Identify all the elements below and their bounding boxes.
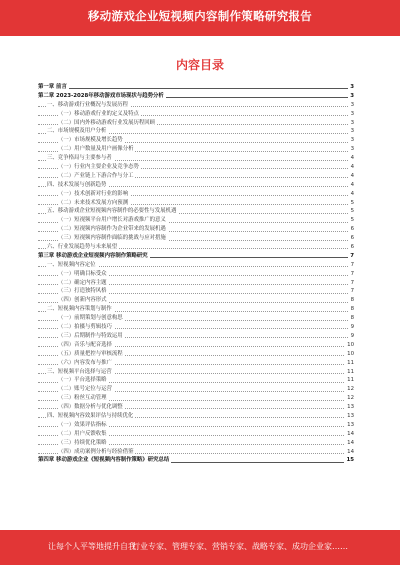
toc-entry[interactable] — [38, 190, 354, 199]
toc-entry-page: 14 — [347, 430, 354, 437]
toc-entry-page: 14 — [347, 439, 354, 446]
report-header-bar — [0, 0, 400, 36]
toc-entry-page: 3 — [350, 84, 354, 90]
toc-entry[interactable] — [38, 350, 354, 359]
toc-entry[interactable] — [38, 430, 354, 439]
toc-entry-page: 3 — [350, 146, 354, 153]
footer-slogan: 让每个人平等地提升自我 — [48, 542, 136, 551]
toc-entry-label: （六）内容发布与推广 — [58, 359, 112, 366]
toc-entry[interactable] — [38, 261, 354, 270]
toc-entry-label: （四）创新内容形式 — [58, 297, 107, 304]
toc-entry[interactable] — [38, 448, 354, 457]
toc-entry-page: 7 — [350, 252, 354, 259]
toc-entry[interactable] — [38, 225, 354, 234]
toc-entry[interactable] — [38, 92, 354, 101]
toc-entry[interactable] — [38, 394, 354, 403]
toc-entry-page: 4 — [350, 172, 354, 179]
toc-entry[interactable] — [38, 154, 354, 163]
toc-entry-page: 6 — [350, 244, 354, 251]
toc-entry[interactable] — [38, 83, 354, 92]
toc-entry[interactable] — [38, 456, 354, 465]
toc-entry-label: （二）账号定位与运营 — [58, 386, 112, 393]
toc-entry[interactable] — [38, 101, 354, 110]
toc-entry[interactable] — [38, 127, 354, 136]
toc-entry[interactable] — [38, 270, 354, 279]
toc-entry-page: 7 — [350, 261, 354, 268]
toc-entry-label: （一）行业内主要企业及竞争态势 — [58, 164, 139, 171]
toc-entry-page: 7 — [350, 279, 354, 286]
toc-entry-label: 二、短视频内容策划与制作 — [47, 306, 112, 313]
toc-entry[interactable] — [38, 305, 354, 314]
toc-entry-page: 8 — [350, 315, 354, 322]
toc-entry-page: 5 — [350, 199, 354, 206]
toc-entry-page: 6 — [350, 235, 354, 242]
toc-entry[interactable] — [38, 110, 354, 119]
toc-entry[interactable] — [38, 136, 354, 145]
toc-entry-label: 第三章 移动游戏企业短视频内容制作策略研究 — [38, 252, 148, 259]
toc-entry-label: （三）持续优化策略 — [58, 439, 107, 446]
toc-entry-label: （一）前期策划与创意构思 — [58, 315, 123, 322]
toc-entry[interactable] — [38, 439, 354, 448]
table-of-contents — [38, 83, 354, 465]
toc-entry[interactable] — [38, 252, 354, 261]
toc-entry-label: （二）短视频内容制作为企业带来的发展机遇 — [58, 226, 166, 233]
toc-entry[interactable] — [38, 207, 354, 216]
toc-entry[interactable] — [38, 279, 354, 288]
toc-entry[interactable] — [38, 181, 354, 190]
toc-entry[interactable] — [38, 332, 354, 341]
toc-entry-label: （二）用户反馈收集 — [58, 430, 107, 437]
toc-entry[interactable] — [38, 376, 354, 385]
toc-entry-label: 四、技术发展与创新趋势 — [47, 181, 107, 188]
toc-entry[interactable] — [38, 234, 354, 243]
toc-entry-page: 3 — [350, 119, 354, 126]
toc-entry-label: （二）确定内容主题 — [58, 279, 107, 286]
toc-entry-label: （四）数据分析与优化调整 — [58, 404, 123, 411]
toc-entry-page: 3 — [350, 92, 354, 99]
toc-entry-label: （一）移动游戏行业的定义及特点 — [58, 110, 139, 117]
toc-entry-page: 13 — [347, 421, 354, 428]
toc-entry-page: 4 — [350, 155, 354, 162]
toc-entry-label: （一）效果评估指标 — [58, 421, 107, 428]
toc-entry-page: 13 — [347, 412, 354, 419]
toc-entry-page: 3 — [350, 110, 354, 117]
toc-entry-label: （五）质量把控与审核流程 — [58, 350, 123, 357]
toc-entry-label: 六、行业发展趋势与未来展望 — [47, 244, 118, 251]
toc-entry-page: 6 — [350, 226, 354, 233]
toc-entry-page: 11 — [347, 359, 354, 366]
toc-entry-label: （三）短视频内容制作面临的挑战与应对措施 — [58, 235, 166, 242]
toc-entry-page: 3 — [350, 101, 354, 108]
toc-entry-page: 10 — [347, 341, 354, 348]
toc-entry-page: 12 — [347, 386, 354, 393]
toc-entry[interactable] — [38, 145, 354, 154]
report-title: 移动游戏企业短视频内容制作策略研究报告 — [87, 9, 313, 23]
toc-entry-label: 第四章 移动游戏企业《短视频内容制作策略》研究总结 — [38, 457, 170, 464]
toc-entry-page: 5 — [350, 208, 354, 215]
toc-entry-page: 15 — [346, 457, 354, 464]
toc-entry-label: 五、移动游戏企业短视频内容制作的必要性与发展机遇 — [47, 208, 177, 215]
toc-entry-page: 3 — [350, 137, 354, 144]
toc-entry[interactable] — [38, 163, 354, 172]
toc-entry-page: 11 — [347, 368, 354, 375]
toc-entry-label: 第一章 前言 — [38, 84, 67, 90]
toc-entry-label: 三、竞争格局与主要参与者 — [47, 155, 112, 162]
toc-entry-label: （一）技术创新对行业的影响 — [58, 190, 129, 197]
toc-entry-label: （四）音乐与配音选择 — [58, 341, 112, 348]
toc-heading: 内容目录 — [175, 58, 224, 72]
footer-bar — [0, 530, 400, 565]
toc-entry[interactable] — [38, 199, 354, 208]
toc-entry-page: 9 — [350, 332, 354, 339]
toc-entry[interactable] — [38, 368, 354, 377]
toc-entry-label: （一）明确目标受众 — [58, 270, 107, 277]
toc-entry-page: 12 — [347, 395, 354, 402]
toc-entry-page: 7 — [350, 288, 354, 295]
toc-entry[interactable] — [38, 119, 354, 128]
toc-entry[interactable] — [38, 323, 354, 332]
toc-entry[interactable] — [38, 296, 354, 305]
toc-entry[interactable] — [38, 172, 354, 181]
footer-roles: 行业专家、管理专家、营销专家、战略专家、成功企业家…… — [132, 542, 348, 551]
toc-entry-page: 13 — [347, 404, 354, 411]
toc-entry-page: 4 — [350, 190, 354, 197]
toc-entry-page: 9 — [350, 324, 354, 331]
toc-entry-label: （一）市场规模及增长趋势 — [58, 137, 123, 144]
toc-entry-page: 14 — [347, 448, 354, 455]
toc-entry-label: 第二章 2023-2028年移动游戏市场现状与趋势分析 — [38, 92, 164, 99]
toc-entry-label: （四）成功案例分析与经验借鉴 — [58, 448, 134, 455]
toc-entry-page: 8 — [350, 306, 354, 313]
toc-leader-dots — [38, 88, 354, 89]
toc-entry[interactable] — [38, 359, 354, 368]
toc-entry-page: 10 — [347, 350, 354, 357]
toc-entry[interactable] — [38, 287, 354, 296]
toc-entry-page: 7 — [350, 270, 354, 277]
toc-entry[interactable] — [38, 385, 354, 394]
toc-entry-label: 四、短视频内容效果评估与持续优化 — [47, 412, 134, 419]
toc-entry-label: （一）短视频平台用户增长对游戏推广的意义 — [58, 217, 166, 224]
toc-entry-label: 三、短视频平台选择与运营 — [47, 368, 112, 375]
toc-entry[interactable] — [38, 243, 354, 252]
toc-entry-page: 8 — [350, 297, 354, 304]
toc-entry-label: （一）平台选择策略 — [58, 377, 107, 384]
toc-entry[interactable] — [38, 403, 354, 412]
toc-entry-label: （二）用户数量及用户画像分析 — [58, 146, 134, 153]
toc-entry-label: （三）粉丝互动管理 — [58, 395, 107, 402]
toc-entry-page: 4 — [350, 181, 354, 188]
toc-entry-label: 二、市场规模及用户分析 — [47, 128, 107, 135]
toc-entry-page: 5 — [350, 217, 354, 224]
toc-entry-label: （二）产业链上下游合作与分工 — [58, 172, 134, 179]
toc-entry-label: 一、短视频内容定位 — [47, 261, 96, 268]
toc-entry-label: （三）打造独特风格 — [58, 288, 107, 295]
toc-entry[interactable] — [38, 216, 354, 225]
toc-entry-label: （二）拍摄与剪辑技巧 — [58, 324, 112, 331]
toc-entry-page: 4 — [350, 164, 354, 171]
toc-entry[interactable] — [38, 314, 354, 323]
toc-entry-page: 3 — [350, 128, 354, 135]
toc-entry-label: （二）未来技术发展方向预测 — [58, 199, 129, 206]
toc-entry-page: 11 — [347, 377, 354, 384]
toc-entry-label: （二）国内外移动游戏行业发展历程回顾 — [58, 119, 156, 126]
toc-entry[interactable] — [38, 421, 354, 430]
toc-entry[interactable] — [38, 341, 354, 350]
toc-entry[interactable] — [38, 412, 354, 421]
toc-entry-label: 一、移动游戏行业概况与发展历程 — [47, 101, 128, 108]
toc-entry-label: （三）后期制作与特效运用 — [58, 332, 123, 339]
